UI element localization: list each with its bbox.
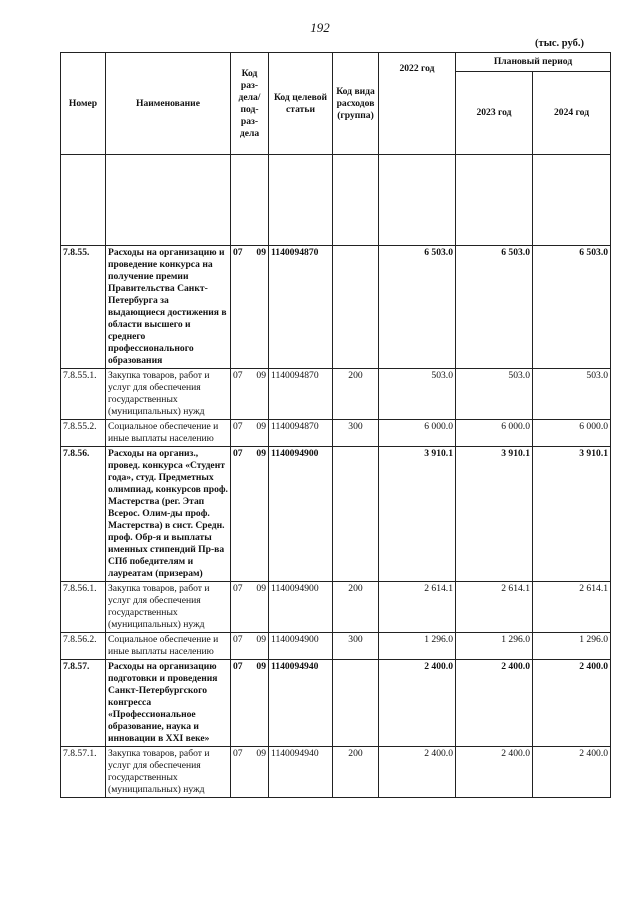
row-value-2024: 6 000.0	[533, 420, 611, 447]
row-target-code: 1140094870	[269, 369, 333, 420]
row-expense-type: 200	[333, 747, 379, 798]
units-label: (тыс. руб.)	[535, 38, 584, 49]
spacer-cell	[231, 155, 269, 246]
row-name: Закупка товаров, работ и услуг для обеспечения государственных (муниципальных) нужд	[106, 747, 231, 798]
row-target-code: 1140094900	[269, 447, 333, 582]
section-subsection-pair	[233, 661, 266, 673]
subsection-code: 09	[256, 448, 266, 459]
header-expense-type: Код вида расходов (группа)	[333, 53, 379, 155]
row-section-code	[231, 447, 269, 582]
spacer-cell	[533, 155, 611, 246]
subsection-code: 09	[256, 370, 266, 381]
table-row	[61, 660, 611, 747]
row-value-2023: 3 910.1	[456, 447, 533, 582]
row-value-2022: 2 614.1	[379, 582, 456, 633]
row-value-2023: 1 296.0	[456, 633, 533, 660]
row-name: Социальное обеспечение и иные выплаты населению	[106, 420, 231, 447]
table-body	[61, 155, 611, 798]
section-subsection-pair	[233, 370, 266, 382]
empty-spacer-row	[61, 155, 611, 246]
row-value-2022: 2 400.0	[379, 747, 456, 798]
header-target-code: Код целевой статьи	[269, 53, 333, 155]
row-target-code: 1140094940	[269, 660, 333, 747]
row-expense-type: 200	[333, 582, 379, 633]
row-number: 7.8.56.1.	[61, 582, 106, 633]
row-expense-type: 300	[333, 420, 379, 447]
section-code: 07	[233, 661, 243, 672]
subsection-code: 09	[256, 421, 266, 432]
row-value-2023: 6 503.0	[456, 246, 533, 369]
page-number: 192	[310, 20, 330, 35]
row-section-code	[231, 420, 269, 447]
spacer-cell	[269, 155, 333, 246]
row-name: Расходы на организ., провед. конкурса «Студент года», студ. Предметных олимпиад, конкурсов проф. Мастерства (рег. Этап Всерос. Олим-ды проф. Мастерства) в сист. Средн. проф. Обр-я и выплаты именных стипендий Пр-ва СПб победителям и лауреатам (призерам)	[106, 447, 231, 582]
subsection-code: 09	[256, 661, 266, 672]
row-value-2024: 6 503.0	[533, 246, 611, 369]
row-number: 7.8.55.	[61, 246, 106, 369]
row-value-2023: 2 614.1	[456, 582, 533, 633]
spacer-cell	[456, 155, 533, 246]
section-code: 07	[233, 247, 243, 258]
section-subsection-pair	[233, 583, 266, 595]
row-section-code	[231, 747, 269, 798]
header-name: Наименование	[106, 53, 231, 155]
subsection-code: 09	[256, 583, 266, 594]
spacer-cell	[61, 155, 106, 246]
row-value-2023: 2 400.0	[456, 747, 533, 798]
row-section-code	[231, 246, 269, 369]
row-name: Закупка товаров, работ и услуг для обеспечения государственных (муниципальных) нужд	[106, 582, 231, 633]
spacer-cell	[106, 155, 231, 246]
row-value-2024: 2 400.0	[533, 747, 611, 798]
row-value-2023: 6 000.0	[456, 420, 533, 447]
row-name: Социальное обеспечение и иные выплаты населению	[106, 633, 231, 660]
table-row	[61, 582, 611, 633]
row-expense-type	[333, 660, 379, 747]
row-target-code: 1140094870	[269, 246, 333, 369]
spacer-cell	[379, 155, 456, 246]
row-value-2022: 3 910.1	[379, 447, 456, 582]
header-year-2023: 2023 год	[456, 72, 533, 155]
table-row	[61, 447, 611, 582]
section-subsection-pair	[233, 421, 266, 433]
header-number: Номер	[61, 53, 106, 155]
row-value-2024: 1 296.0	[533, 633, 611, 660]
row-value-2022: 6 000.0	[379, 420, 456, 447]
row-name: Расходы на организацию и проведение конкурса на получение премии Правительства Санкт-Петербурга за выдающиеся достижения в области высшего и среднего профессионального образования	[106, 246, 231, 369]
row-number: 7.8.57.1.	[61, 747, 106, 798]
section-subsection-pair	[233, 448, 266, 460]
row-section-code	[231, 582, 269, 633]
row-value-2023: 2 400.0	[456, 660, 533, 747]
row-section-code	[231, 369, 269, 420]
row-name: Расходы на организацию подготовки и проведения Санкт-Петербургского конгресса «Профессиональное образование, наука и инновации в XXI веке»	[106, 660, 231, 747]
row-value-2024: 503.0	[533, 369, 611, 420]
table-row	[61, 420, 611, 447]
row-target-code: 1140094870	[269, 420, 333, 447]
section-code: 07	[233, 748, 243, 759]
row-value-2024: 3 910.1	[533, 447, 611, 582]
header-row-1	[61, 53, 611, 72]
row-expense-type	[333, 447, 379, 582]
section-code: 07	[233, 421, 243, 432]
row-value-2023: 503.0	[456, 369, 533, 420]
row-number: 7.8.55.1.	[61, 369, 106, 420]
row-number: 7.8.55.2.	[61, 420, 106, 447]
row-value-2022: 503.0	[379, 369, 456, 420]
table-row	[61, 246, 611, 369]
row-target-code: 1140094940	[269, 747, 333, 798]
row-value-2022: 2 400.0	[379, 660, 456, 747]
section-code: 07	[233, 583, 243, 594]
table-row	[61, 369, 611, 420]
row-target-code: 1140094900	[269, 582, 333, 633]
section-code: 07	[233, 634, 243, 645]
header-year-2022: 2022 год	[379, 53, 456, 155]
row-value-2024: 2 614.1	[533, 582, 611, 633]
row-expense-type	[333, 246, 379, 369]
subsection-code: 09	[256, 748, 266, 759]
section-code: 07	[233, 370, 243, 381]
subsection-code: 09	[256, 247, 266, 258]
row-value-2022: 6 503.0	[379, 246, 456, 369]
row-expense-type: 300	[333, 633, 379, 660]
row-value-2022: 1 296.0	[379, 633, 456, 660]
row-section-code	[231, 660, 269, 747]
row-name: Закупка товаров, работ и услуг для обеспечения государственных (муниципальных) нужд	[106, 369, 231, 420]
header-section-code: Код раз-дела/ под-раз-дела	[231, 53, 269, 155]
row-expense-type: 200	[333, 369, 379, 420]
section-subsection-pair	[233, 634, 266, 646]
header-plan-period: Плановый период	[456, 53, 611, 72]
section-subsection-pair	[233, 247, 266, 259]
spacer-cell	[333, 155, 379, 246]
row-number: 7.8.56.2.	[61, 633, 106, 660]
row-section-code	[231, 633, 269, 660]
table-row	[61, 633, 611, 660]
row-number: 7.8.56.	[61, 447, 106, 582]
section-subsection-pair	[233, 748, 266, 760]
header-year-2024: 2024 год	[533, 72, 611, 155]
row-number: 7.8.57.	[61, 660, 106, 747]
section-code: 07	[233, 448, 243, 459]
budget-table	[60, 52, 611, 798]
table-row	[61, 747, 611, 798]
row-value-2024: 2 400.0	[533, 660, 611, 747]
subsection-code: 09	[256, 634, 266, 645]
row-target-code: 1140094900	[269, 633, 333, 660]
